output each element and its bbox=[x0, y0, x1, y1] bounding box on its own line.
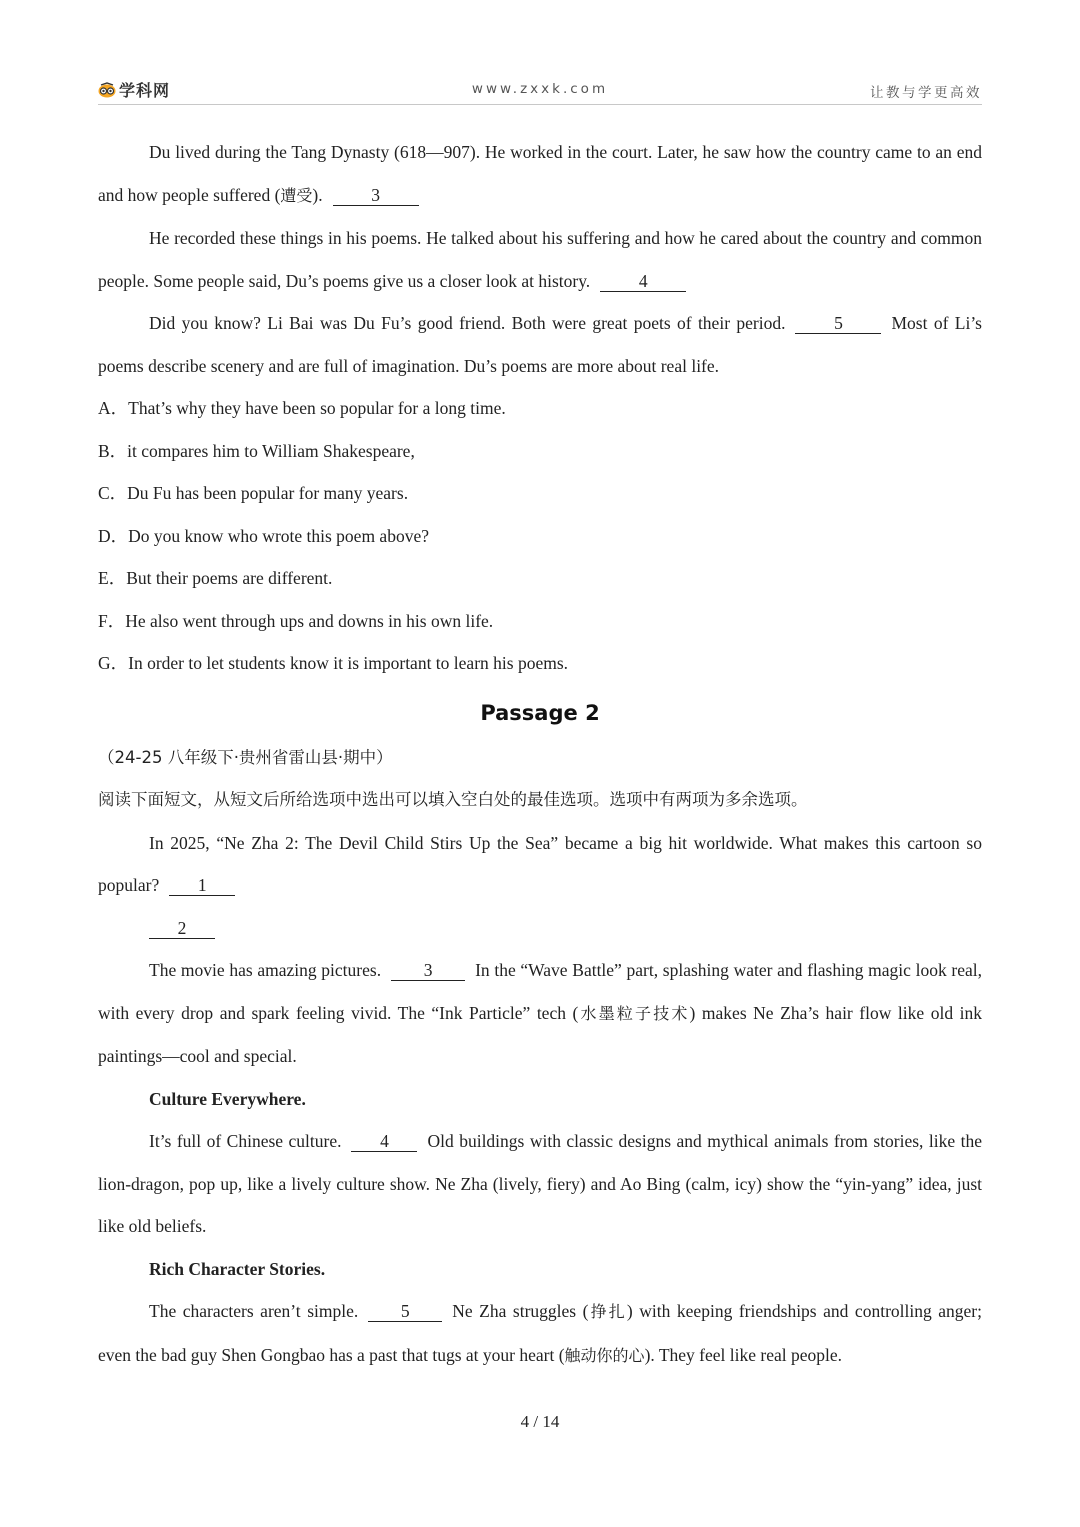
instruction: 阅读下面短文，从短文后所给选项中选出可以填入空白处的最佳选项。选项中有两项为多余选项。 bbox=[98, 790, 808, 809]
option-c: C．Du Fu has been popular for many years. bbox=[98, 483, 409, 503]
blank-4: 4 bbox=[351, 1131, 417, 1152]
option-b: B．it compares him to William Shakespeare, bbox=[98, 440, 415, 461]
option-g: G．In order to let students know it is important to learn his poems. bbox=[98, 653, 569, 673]
passage1-paragraph-3: Did you know? Li Bai was Du Fu’s good friend. Both were great poets of their period. 5 Most of Li’s poems describe scenery and are full of imagination. Du’s poems are more about real life. bbox=[98, 313, 982, 376]
document-body bbox=[98, 131, 982, 1377]
site-url[interactable]: www.zxxk.com bbox=[471, 81, 609, 97]
passage2-blank-2-line bbox=[98, 907, 982, 950]
passage1-paragraph-2: He recorded these things in his poems. He talked about his suffering and how he cared about the country and common people. Some people said, Du’s poems give us a closer look at history. 4 bbox=[98, 228, 982, 291]
slogan: 让教与学更高效 bbox=[870, 85, 982, 101]
blank-3: 3 bbox=[333, 185, 419, 206]
section-heading-characters: Rich Character Stories. bbox=[149, 1258, 326, 1279]
option-d: D．Do you know who wrote this poem above? bbox=[98, 525, 429, 546]
blank-4: 4 bbox=[600, 271, 686, 292]
passage2-paragraph-4: The characters aren’t simple. 5 Ne Zha struggles (挣扎) with keeping friendships and controlling anger; even the bad guy Shen Gongbao has a past that tugs at your heart (触动你的心). They feel like real people. bbox=[98, 1301, 982, 1365]
page-header bbox=[98, 72, 982, 105]
blank-2: 2 bbox=[149, 918, 215, 939]
passage2-paragraph-1: In 2025, “Ne Zha 2: The Devil Child Stirs Up the Sea” became a big hit worldwide. What makes this cartoon so popular? 1 bbox=[98, 832, 982, 895]
passage2-paragraph-2: The movie has amazing pictures. 3 In the “Wave Battle” part, splashing water and flashing magic look real, with every drop and spark feeling vivid. The “Ink Particle” tech (水墨粒子技术) makes Ne Zha’s hair flow like old ink paintings—cool and special. bbox=[98, 960, 982, 1066]
blank-3: 3 bbox=[391, 960, 465, 981]
option-a: A．That’s why they have been so popular for a long time. bbox=[98, 398, 506, 418]
passage2-paragraph-3: It’s full of Chinese culture. 4 Old buildings with classic designs and mythical animals from stories, like the lion-dragon, pop up, like a lively culture show. Ne Zha (lively, fiery) and Ao Bing (calm, icy) show the “yin-yang” idea, just like old beliefs. bbox=[98, 1131, 982, 1236]
blank-1: 1 bbox=[169, 875, 235, 896]
blank-5: 5 bbox=[368, 1301, 442, 1322]
option-e: E．But their poems are different. bbox=[98, 568, 333, 588]
section-heading-culture: Culture Everywhere. bbox=[149, 1088, 306, 1109]
blank-5: 5 bbox=[795, 313, 881, 334]
question-source: （24-25 八年级下·贵州省雷山县·期中） bbox=[98, 747, 393, 767]
page-number: 4 / 14 bbox=[520, 1412, 560, 1431]
passage-title: Passage 2 bbox=[480, 700, 600, 725]
logo-text: 学科网 bbox=[119, 81, 171, 100]
passage1-paragraph-1: Du lived during the Tang Dynasty (618—907). He worked in the court. Later, he saw how the country came to an end and how people suffered (遭受). 3 bbox=[98, 142, 982, 205]
option-f: F．He also went through ups and downs in his own life. bbox=[98, 610, 494, 631]
